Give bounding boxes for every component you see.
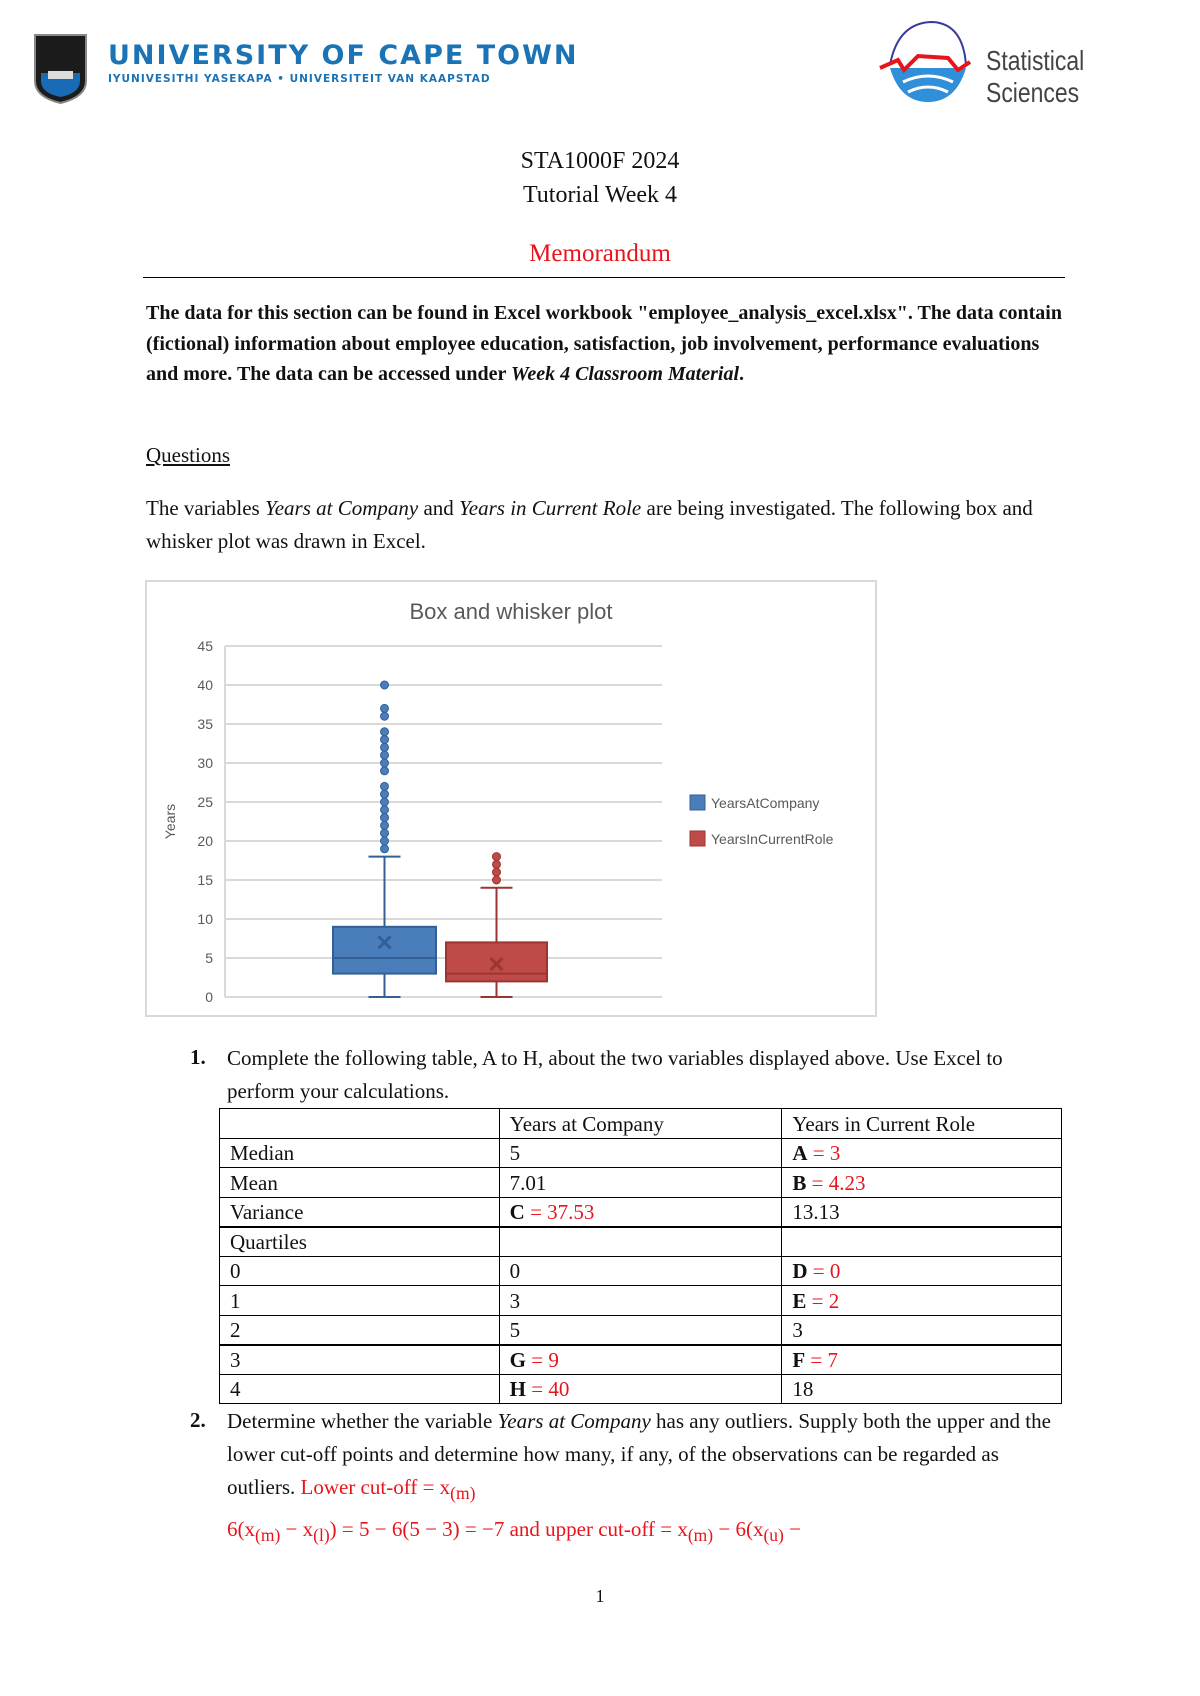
y-tick-label: 5 (205, 950, 213, 966)
y-tick-label: 40 (197, 677, 213, 693)
table-cell: Mean (220, 1168, 500, 1198)
y-tick-label: 10 (197, 911, 213, 927)
q2-text-part: Determine whether the variable (227, 1409, 498, 1433)
table-cell: 7.01 (499, 1168, 782, 1198)
outlier-point (381, 821, 389, 829)
table-cell: 3 (499, 1286, 782, 1316)
y-tick-label: 35 (197, 716, 213, 732)
outlier-point (381, 837, 389, 845)
outlier-point (381, 681, 389, 689)
table-header-row (220, 1109, 1062, 1139)
outlier-point (381, 704, 389, 712)
table-answer-cell: D = 0 (782, 1256, 1062, 1286)
outlier-point (493, 860, 501, 868)
legend-swatch (690, 831, 705, 846)
table-row (220, 1168, 1062, 1198)
outlier-point (381, 806, 389, 814)
outlier-point (493, 868, 501, 876)
box-plot-chart (145, 580, 877, 1017)
outlier-point (381, 767, 389, 775)
box-YearsAtCompany (333, 927, 436, 974)
tutorial-title: Tutorial Week 4 (522, 182, 678, 208)
table-row (220, 1315, 1062, 1345)
y-tick-label: 20 (197, 833, 213, 849)
table-cell: 1 (220, 1286, 500, 1316)
outlier-point (381, 814, 389, 822)
y-tick-label: 45 (197, 638, 213, 654)
table-answer-cell: F = 7 (782, 1345, 1062, 1375)
y-tick-label: 25 (197, 794, 213, 810)
outlier-point (381, 790, 389, 798)
table-cell: 5 (499, 1138, 782, 1168)
table-cell: Variance (220, 1197, 500, 1227)
outlier-point (381, 728, 389, 736)
table-cell: 0 (220, 1256, 500, 1286)
table-header-cell: Years at Company (499, 1109, 782, 1139)
y-axis-label: Years (162, 803, 178, 840)
table-answer-cell: E = 2 (782, 1286, 1062, 1316)
variables-paragraph (146, 492, 1046, 558)
chart-svg (147, 582, 875, 1015)
summary-table (219, 1108, 1062, 1404)
outlier-point (381, 829, 389, 837)
table-cell: Quartiles (220, 1227, 500, 1257)
q2-answer: Lower $cut-off = x_{(m)}$ $6(x_{(m)} - x_{(l)}) = 5 - 6(5 - 3) = -7$ and upper $cut-off = x_{(m)} - 6(x_{(u)}$ − (227, 1475, 801, 1546)
table-header-cell: Years in Current Role (782, 1109, 1062, 1139)
table-answer-cell: B = 4.23 (782, 1168, 1062, 1198)
table-row (220, 1374, 1062, 1404)
title-rule (143, 277, 1065, 278)
para-text: The variables (146, 496, 265, 520)
table-cell: 4 (220, 1374, 500, 1404)
var-years-in-role: Years in Current Role (459, 496, 642, 520)
q2-variable: Years at Company (497, 1409, 651, 1433)
stats-name: Statistical Sciences (986, 45, 1085, 108)
table-answer-cell: A = 3 (782, 1138, 1062, 1168)
table-cell: 0 (499, 1256, 782, 1286)
table-header-cell (220, 1109, 500, 1139)
q1-text: Complete the following table, A to H, about the two variables displayed above. Use Excel to perform your calculations. (227, 1046, 1003, 1103)
table-cell (782, 1227, 1062, 1257)
outlier-point (381, 782, 389, 790)
q2-number: 2. (190, 1408, 206, 1432)
var-years-at-company: Years at Company (264, 496, 419, 520)
table-cell: Median (220, 1138, 500, 1168)
para-text: are being investigated. The following box and whisker plot was drawn in Excel. (146, 496, 1033, 553)
uct-subtitle: IYUNIVESITHI YASEKAPA • UNIVERSITEIT VAN KAAPSTAD (108, 73, 491, 85)
table-row (220, 1197, 1062, 1227)
outlier-point (381, 751, 389, 759)
y-tick-label: 0 (205, 989, 213, 1005)
uct-shield-icon (33, 33, 88, 105)
outlier-point (381, 759, 389, 767)
chart-title: Box and whisker plot (409, 599, 613, 624)
table-cell: 3 (782, 1315, 1062, 1345)
outlier-point (381, 736, 389, 744)
table-row (220, 1138, 1062, 1168)
table-cell: 3 (220, 1345, 500, 1375)
table-cell: 2 (220, 1315, 500, 1345)
memorandum-title: Memorandum (529, 240, 671, 267)
outlier-point (493, 876, 501, 884)
q2-text (227, 1405, 1067, 1552)
table-cell (499, 1227, 782, 1257)
intro-emphasis: Week 4 Classroom Material (511, 363, 739, 385)
q1-number: 1. (190, 1045, 206, 1069)
table-cell: 5 (499, 1315, 782, 1345)
outlier-point (381, 798, 389, 806)
intro-text: The data for this section can be found in Excel workbook "employee_analysis_excel.xlsx". The data contain (fictional) information about employee education, satisfaction, job involvement, performance evaluations and more. The data can be accessed under (146, 302, 1062, 385)
y-tick-label: 30 (197, 755, 213, 771)
table-row (220, 1227, 1062, 1257)
course-title: STA1000F 2024 (520, 148, 680, 174)
intro-end: . (739, 363, 744, 385)
legend-label: YearsAtCompany (711, 795, 820, 811)
outlier-point (381, 712, 389, 720)
legend-swatch (690, 795, 705, 810)
uct-name: UNIVERSITY OF CAPE TOWN (108, 40, 579, 71)
table-answer-cell: G = 9 (499, 1345, 782, 1375)
y-tick-label: 15 (197, 872, 213, 888)
table-cell: 13.13 (782, 1197, 1062, 1227)
table-row (220, 1256, 1062, 1286)
table-answer-cell: C = 37.53 (499, 1197, 782, 1227)
stats-wave-icon (878, 20, 973, 105)
para-text: and (418, 496, 460, 520)
table-answer-cell: H = 40 (499, 1374, 782, 1404)
table-row (220, 1345, 1062, 1375)
table-cell: 18 (782, 1374, 1062, 1404)
outlier-point (493, 853, 501, 861)
questions-heading: Questions (146, 443, 230, 467)
page-number: 1 (595, 1586, 605, 1606)
table-row (220, 1286, 1062, 1316)
outlier-point (381, 743, 389, 751)
uct-logo (33, 33, 88, 105)
legend-label: YearsInCurrentRole (711, 831, 834, 847)
intro-paragraph (146, 298, 1066, 390)
outlier-point (381, 845, 389, 853)
q2-text-part: has any outliers. Supply both the upper and the lower cut-off points and determine how many, if any, of the observations can be regarded as outliers. (227, 1409, 1051, 1499)
stats-logo (878, 20, 973, 105)
